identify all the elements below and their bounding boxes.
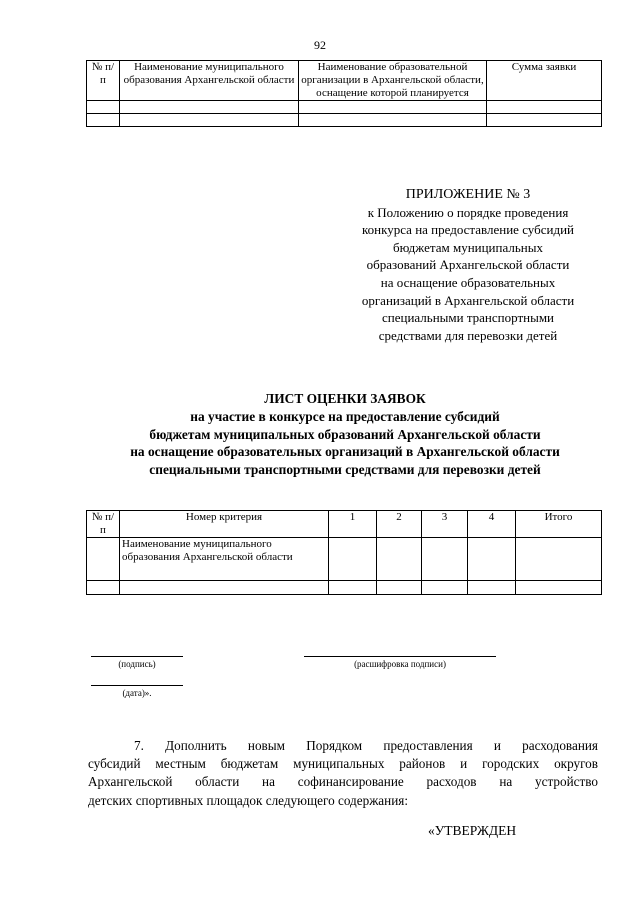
header-cell: 3 [422,511,468,538]
header-cell: Наименование образовательной организации в Архангельской области, оснащение которой планируется [299,61,487,101]
appendix-line: на оснащение образовательных [380,274,556,290]
table-cell [120,581,329,595]
table-cell [468,538,516,581]
application-table [86,60,602,127]
table-cell [487,101,602,114]
paragraph-line: Архангельской области на софинансирование расходов на устройство [88,774,598,790]
paragraph-line: 7. Дополнить новым Порядком предоставления и расходования [134,738,598,753]
evaluation-table [86,510,602,595]
table-header-row [87,61,602,101]
header-cell: 2 [377,511,422,538]
appendix-line: бюджетам муниципальных [393,239,543,255]
sheet-title-line: на участие в конкурсе на предоставление субсидий [190,408,500,424]
header-cell: Наименование муниципального образования Архангельской области [120,61,299,101]
paragraph-line: детских спортивных площадок следующего содержания: [88,792,409,808]
table-header-row [87,511,602,538]
table-cell [299,101,487,114]
table-cell [377,538,422,581]
paragraph-line: субсидий местным бюджетам муниципальных районов и городских округов [88,756,598,772]
signature-caption: (подпись) [118,659,156,669]
appendix-title: ПРИЛОЖЕНИЕ № 3 [405,187,531,202]
header-cell: 1 [329,511,377,538]
table-row [87,581,602,595]
approved-heading: «УТВЕРЖДЕН [428,823,517,838]
appendix-line: средствами для перевозки детей [378,327,558,343]
sheet-title [80,390,610,479]
table-cell [516,538,602,581]
table-row [87,114,602,127]
table-cell [422,581,468,595]
table-cell [422,538,468,581]
header-cell: № п/п [87,511,120,538]
table-cell [516,581,602,595]
date-line [91,685,183,686]
sheet-title-line: ЛИСТ ОЦЕНКИ ЗАЯВОК [264,391,426,406]
table-cell [329,538,377,581]
table-cell [468,581,516,595]
table-cell [120,114,299,127]
table-cell [87,581,120,595]
sheet-title-line: на оснащение образовательных организаций в Архангельской области [130,444,560,460]
table-cell [487,114,602,127]
date-caption: (дата)». [122,688,152,698]
signature-decoding-caption: (расшифровка подписи) [354,659,446,669]
amendment-paragraph [88,737,598,810]
header-cell: Номер критерия [120,511,329,538]
page-number: 92 [314,38,326,52]
header-cell: 4 [468,511,516,538]
sheet-title-line: бюджетам муниципальных образований Архангельской области [149,426,541,442]
municipality-name-cell: Наименование муниципального образования Архангельской области [120,538,329,581]
table-cell [299,114,487,127]
table-cell [87,538,120,581]
table-cell [377,581,422,595]
table-cell [120,101,299,114]
table-cell [87,101,120,114]
table-row [87,538,602,581]
header-cell: № п/п [87,61,120,101]
header-cell: Сумма заявки [487,61,602,101]
signature-decoding-line [304,656,496,657]
table-cell [329,581,377,595]
appendix-line: к Положению о порядке проведения [367,204,569,220]
signature-line [91,656,183,657]
sheet-title-line: специальными транспортными средствами для перевозки детей [149,462,541,478]
table-row [87,101,602,114]
appendix-line: специальными транспортными [381,310,554,326]
appendix-block [338,186,598,344]
appendix-line: конкурса на предоставление субсидий [362,222,574,238]
appendix-line: образований Архангельской области [366,257,570,273]
appendix-line: организаций в Архангельской области [361,292,575,308]
table-cell [87,114,120,127]
header-cell: Итого [516,511,602,538]
